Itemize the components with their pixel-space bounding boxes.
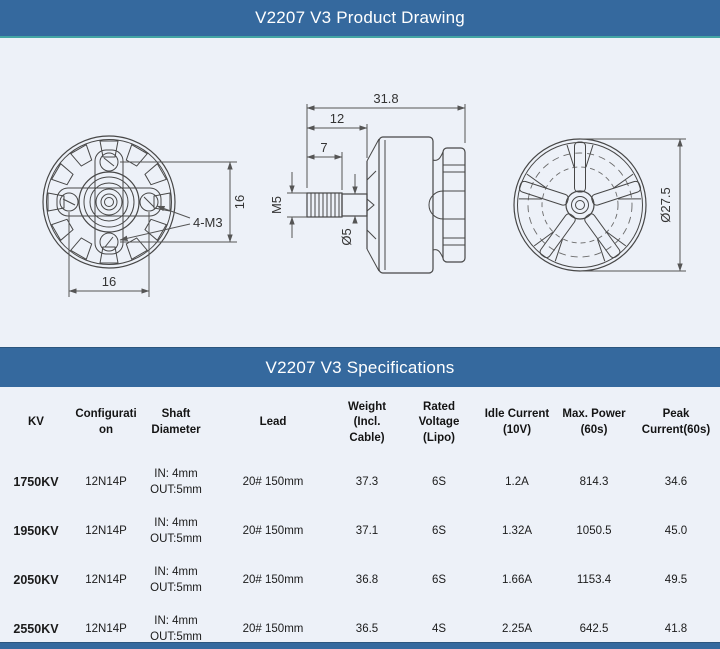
cell-peak-current: 49.5 [664, 573, 688, 586]
spec-row-1750kv [0, 458, 720, 507]
col-header-rated-voltage: Rated Voltage (Lipo) [418, 400, 460, 444]
dim-thread-length: 7 [320, 140, 328, 155]
drawing-section-header [0, 0, 720, 38]
spec-section-title: V2207 V3 Specifications [265, 357, 455, 377]
dim-overall-length: 31.8 [373, 91, 399, 106]
label-shaft-diameter: Ø5 [339, 228, 354, 246]
cell-lead: 20# 150mm [242, 573, 304, 586]
cell-idle-current: 1.66A [501, 573, 533, 586]
cell-peak-current: 34.6 [664, 475, 688, 488]
front-view-drawing [43, 136, 247, 297]
cell-idle-current: 1.2A [505, 475, 529, 488]
spec-row-2050kv [0, 556, 720, 605]
cell-weight: 36.5 [355, 622, 379, 635]
cell-configuration: 12N14P [85, 622, 127, 635]
cell-weight: 37.3 [355, 475, 379, 488]
cell-max-power: 1153.4 [576, 573, 612, 586]
cell-lead: 20# 150mm [242, 622, 304, 635]
dim-bell-diameter: Ø27.5 [658, 187, 673, 223]
product-drawing-canvas [0, 38, 720, 347]
cell-configuration: 12N14P [85, 475, 127, 488]
spec-section-header [0, 347, 720, 387]
label-mount-holes: 4-M3 [193, 215, 223, 230]
cell-shaft-diameter: IN: 4mm OUT:5mm [150, 565, 202, 594]
cell-lead: 20# 150mm [242, 475, 304, 488]
cell-rated-voltage: 6S [431, 573, 447, 586]
dim-bolt-spacing-vertical: 16 [232, 194, 247, 210]
label-thread-size: M5 [269, 195, 284, 215]
cell-kv: 1750KV [13, 475, 59, 490]
cell-peak-current: 45.0 [664, 524, 688, 537]
side-view-drawing [269, 91, 465, 273]
col-header-kv: KV [28, 416, 44, 429]
spec-table-header-row [0, 388, 720, 458]
cell-rated-voltage: 6S [431, 524, 447, 537]
cell-idle-current: 2.25A [501, 622, 533, 635]
cell-configuration: 12N14P [85, 573, 127, 586]
cell-kv: 1950KV [13, 524, 59, 539]
cell-weight: 36.8 [355, 573, 379, 586]
col-header-weight: Weight (Incl. Cable) [347, 400, 387, 444]
spec-row-1950kv [0, 507, 720, 556]
bottom-accent-bar [0, 642, 720, 649]
cell-configuration: 12N14P [85, 524, 127, 537]
cell-rated-voltage: 4S [431, 622, 447, 635]
dim-bolt-spacing-horizontal: 16 [101, 274, 117, 289]
cell-peak-current: 41.8 [664, 622, 688, 635]
cell-max-power: 814.3 [579, 475, 609, 488]
rear-view-drawing [514, 139, 686, 271]
cell-weight: 37.1 [355, 524, 379, 537]
col-header-peak-current: Peak Current(60s) [641, 408, 711, 436]
drawing-section-title: V2207 V3 Product Drawing [255, 8, 465, 27]
cell-shaft-diameter: IN: 4mm OUT:5mm [150, 467, 202, 496]
cell-lead: 20# 150mm [242, 524, 304, 537]
dim-shaft-length: 12 [329, 111, 345, 126]
cell-shaft-diameter: IN: 4mm OUT:5mm [150, 614, 202, 643]
cell-kv: 2050KV [13, 573, 59, 588]
cell-max-power: 642.5 [579, 622, 609, 635]
col-header-configuration: Configuration [75, 408, 137, 436]
cell-max-power: 1050.5 [576, 524, 612, 537]
col-header-idle-current: Idle Current (10V) [484, 408, 550, 436]
col-header-max-power: Max. Power (60s) [562, 408, 626, 436]
col-header-lead: Lead [259, 416, 287, 429]
cell-rated-voltage: 6S [431, 475, 447, 488]
spec-table [0, 388, 720, 649]
cell-shaft-diameter: IN: 4mm OUT:5mm [150, 516, 202, 545]
cell-kv: 2550KV [13, 622, 59, 637]
col-header-shaft-diameter: Shaft Diameter [151, 408, 201, 436]
cell-idle-current: 1.32A [501, 524, 533, 537]
